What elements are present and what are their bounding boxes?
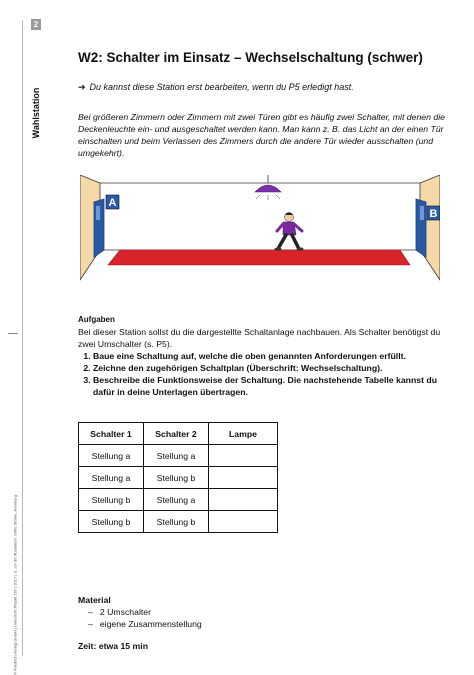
task-list bbox=[78, 350, 450, 398]
room-illustration bbox=[80, 175, 440, 282]
table-cell bbox=[209, 467, 278, 489]
task-item: 3. Beschreibe die Funktionsweise der Schaltung. Die nachstehende Tabelle kannst du dafür in deine Unterlagen übertragen. bbox=[93, 374, 450, 398]
table-cell: Stellung b bbox=[79, 511, 144, 533]
table-cell: Stellung a bbox=[144, 445, 209, 467]
red-carpet bbox=[108, 250, 410, 265]
door-left-window bbox=[96, 206, 100, 220]
table-cell: Stellung a bbox=[79, 445, 144, 467]
time-estimate: Zeit: etwa 15 min bbox=[78, 641, 149, 651]
tasks-intro: Bei dieser Station sollst du die dargestellte Schaltanlage nachbauen. Als Schalter benötigst du zwei Umschalter (s. P5). bbox=[78, 327, 441, 349]
room-svg bbox=[80, 175, 440, 282]
task-item: 1. Baue eine Schaltung auf, welche die oben genannten Anforderungen erfüllt. bbox=[93, 350, 450, 362]
tasks-heading: Aufgaben bbox=[78, 315, 115, 324]
table-header-row bbox=[79, 423, 278, 445]
prerequisite-text: Du kannst diese Station erst bearbeiten, wenn du P5 erledigt hast. bbox=[89, 82, 354, 92]
arrow-icon: ➔ bbox=[78, 82, 86, 92]
prerequisite-note bbox=[78, 82, 354, 93]
intro-paragraph: Bei größeren Zimmern oder Zimmern mit zwei Türen gibt es häufig zwei Schalter, mit denen die Deckenleuchte ein- und ausgeschaltet werden kann. Man kann z. B. das Licht an der einen Tür einschalten und beim Verlassen des Zimmers durch die andere Tür wieder ausschalten (und umgekehrt). bbox=[78, 112, 445, 158]
table-cell: Stellung b bbox=[79, 489, 144, 511]
tasks-section bbox=[78, 314, 450, 398]
task-item: 2. Zeichne den zugehörigen Schaltplan (Überschrift: Wechselschaltung). bbox=[93, 362, 450, 374]
table-cell: Stellung a bbox=[79, 467, 144, 489]
material-section bbox=[78, 594, 202, 630]
sidebar bbox=[0, 0, 41, 675]
table-cell: Stellung b bbox=[144, 511, 209, 533]
material-heading: Material bbox=[78, 595, 111, 605]
page-title: W2: Schalter im Einsatz – Wechselschaltung (schwer) bbox=[78, 50, 423, 65]
switch-b-label: B bbox=[429, 208, 438, 220]
sidebar-tick bbox=[8, 333, 18, 334]
copyright-notice bbox=[8, 495, 22, 675]
table-cell bbox=[209, 489, 278, 511]
table-header: Lampe bbox=[209, 423, 278, 445]
table-cell: Stellung b bbox=[144, 467, 209, 489]
sidebar-rule bbox=[22, 20, 23, 656]
table-row bbox=[79, 511, 278, 533]
material-item: – eigene Zusammenstellung bbox=[88, 618, 202, 630]
material-list bbox=[78, 606, 202, 630]
sidebar-label-text: Wahlstation bbox=[31, 87, 41, 139]
material-item: – 2 Umschalter bbox=[88, 606, 202, 618]
person-shoe bbox=[297, 247, 304, 250]
sidebar-label bbox=[30, 78, 42, 148]
table-cell: Stellung a bbox=[144, 489, 209, 511]
table-row bbox=[79, 467, 278, 489]
person-shoe bbox=[275, 247, 282, 250]
table-header: Schalter 1 bbox=[79, 423, 144, 445]
switch-state-table bbox=[78, 422, 278, 533]
copyright-text: © Friedrich Verlag GmbH | Unterricht Physik 167 | 2017 | S. 23–39 Illustration: Sirtre Stahm, Hamburg bbox=[12, 495, 18, 675]
table-row bbox=[79, 489, 278, 511]
station-badge: 2 bbox=[31, 19, 41, 30]
table-header: Schalter 2 bbox=[144, 423, 209, 445]
table-cell bbox=[209, 511, 278, 533]
table-cell bbox=[209, 445, 278, 467]
table-row bbox=[79, 445, 278, 467]
door-right-window bbox=[420, 206, 424, 220]
switch-a-label: A bbox=[108, 197, 117, 209]
